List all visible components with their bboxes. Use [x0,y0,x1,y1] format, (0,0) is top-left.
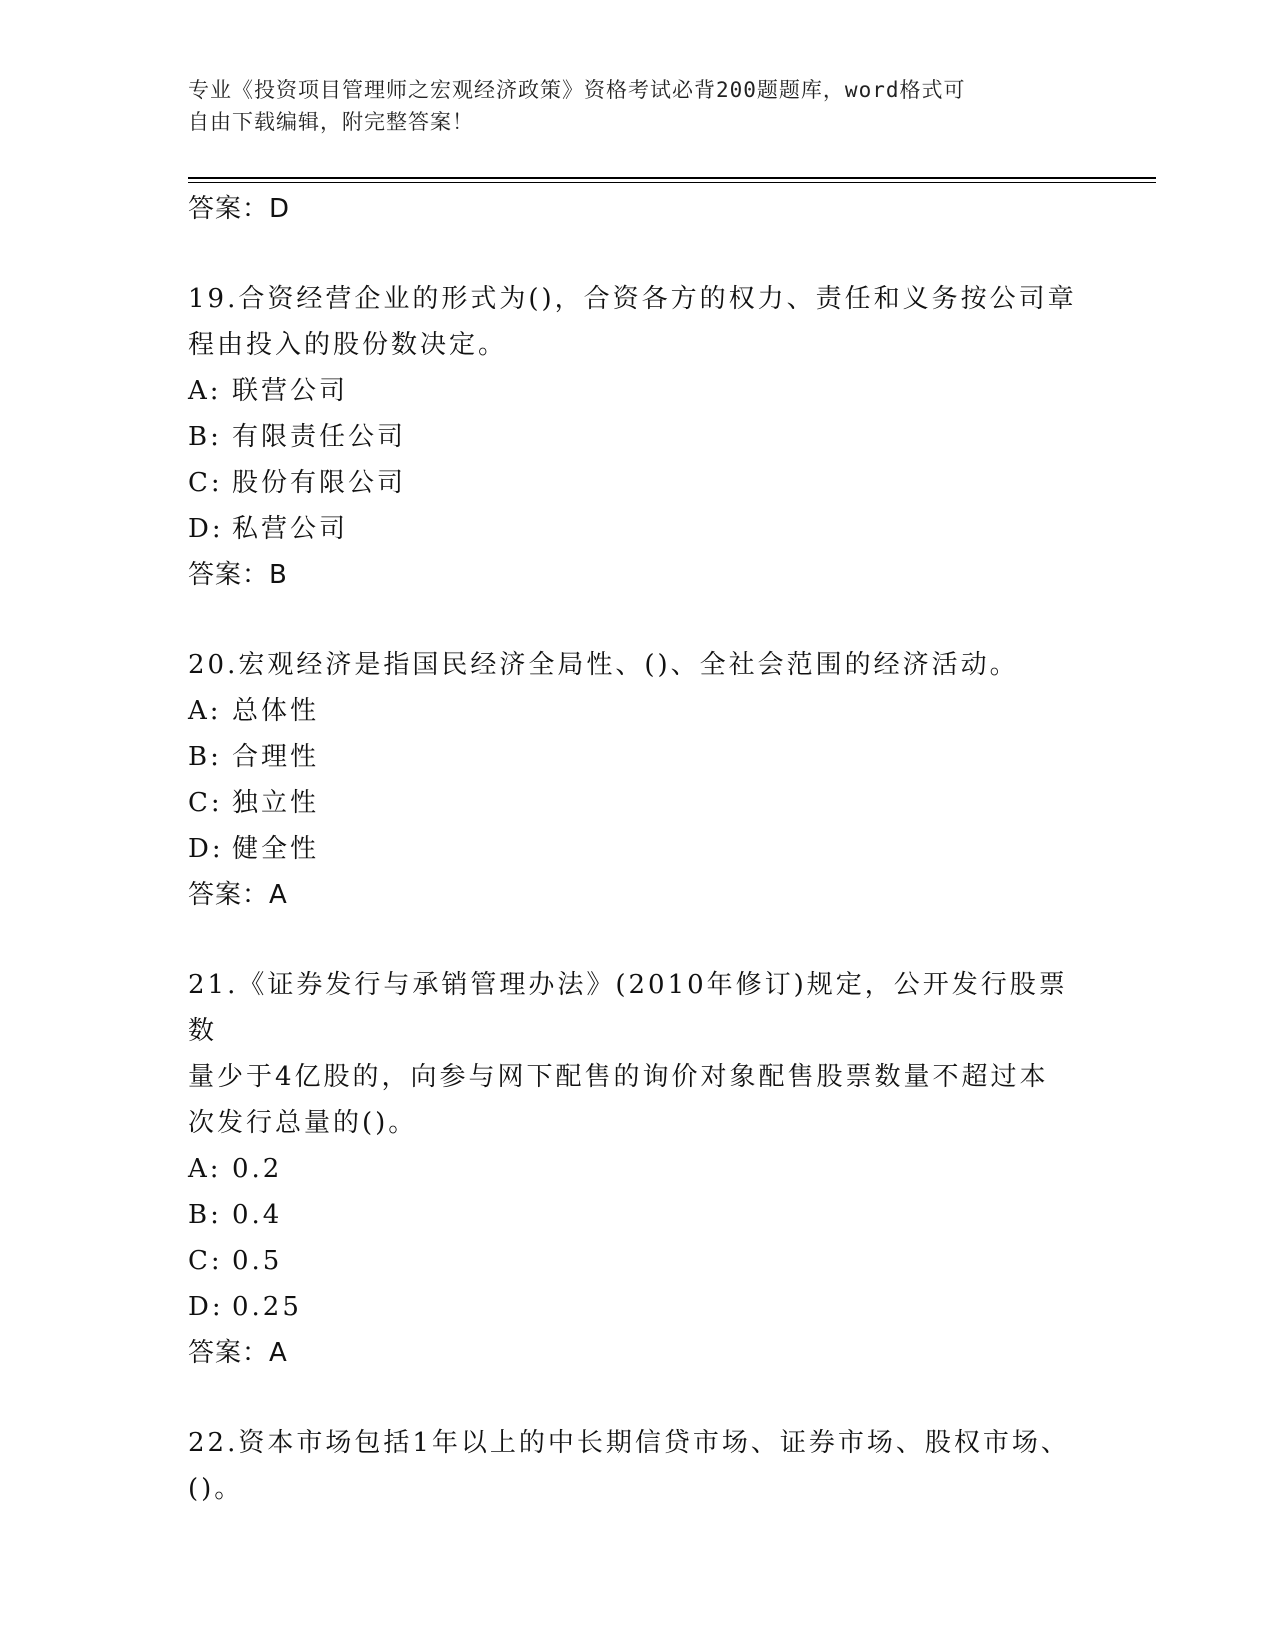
option-text: 0.25 [232,1292,302,1322]
question-stem-line: 19.合资经营企业的形式为()，合资各方的权力、责任和义务按公司章 [188,284,1077,314]
question-item [188,276,1088,598]
option-label: C: [188,1246,223,1276]
question-stem-line: 20.宏观经济是指国民经济全局性、()、全社会范围的经济活动。 [188,650,1019,680]
question-item [188,962,1088,1376]
option-text: 有限责任公司 [232,422,407,452]
header-rule-thin [188,182,1156,183]
document-header [188,74,1088,138]
question-stem-line: 21.《证券发行与承销管理办法》(2010年修订)规定，公开发行股票数 [188,970,1068,1046]
answer-line: 答案：B [188,560,288,590]
option-d [188,506,1088,552]
option-text: 独立性 [232,788,320,818]
option-d [188,1284,1088,1330]
option-c [188,460,1088,506]
question-stem [188,276,1088,368]
question-stem-line: 量少于4亿股的，向参与网下配售的询价对象配售股票数量不超过本 [188,1062,1049,1092]
option-text: 健全性 [232,834,320,864]
question-stem-line: 程由投入的股份数决定。 [188,330,508,360]
option-label: A: [188,1154,222,1184]
answer-line: 答案：D [188,194,291,224]
answer-line: 答案：A [188,1338,288,1368]
header-line-1: 专业《投资项目管理师之宏观经济政策》资格考试必背200题题库，word格式可 [188,78,966,102]
question-stem [188,962,1088,1146]
question-stem [188,642,1088,688]
question-item [188,642,1088,918]
option-label: B: [188,1200,222,1230]
option-label: C: [188,468,223,498]
option-label: A: [188,376,222,406]
option-label: D: [188,514,224,544]
question-stem-line: ()。 [188,1474,244,1504]
option-label: B: [188,422,222,452]
header-line-2: 自由下载编辑，附完整答案！ [188,110,474,134]
option-a [188,688,1088,734]
option-c [188,780,1088,826]
question-list [188,186,1088,1512]
option-text: 0.4 [232,1200,283,1230]
option-b [188,1192,1088,1238]
option-b [188,734,1088,780]
question-stem-line: 次发行总量的()。 [188,1108,418,1138]
option-text: 私营公司 [232,514,349,544]
option-a [188,368,1088,414]
question-stem [188,1420,1088,1512]
option-text: 总体性 [232,696,320,726]
option-c [188,1238,1088,1284]
option-label: D: [188,1292,224,1322]
option-label: D: [188,834,224,864]
header-rule-thick [188,177,1156,179]
option-label: B: [188,742,222,772]
option-text: 0.5 [232,1246,283,1276]
answer-line: 答案：A [188,880,288,910]
option-a [188,1146,1088,1192]
option-text: 0.2 [232,1154,283,1184]
option-b [188,414,1088,460]
option-label: A: [188,696,222,726]
question-stem-line: 22.资本市场包括1年以上的中长期信贷市场、证券市场、股权市场、 [188,1428,1070,1458]
option-text: 联营公司 [232,376,349,406]
option-text: 合理性 [232,742,320,772]
option-d [188,826,1088,872]
option-label: C: [188,788,223,818]
question-item [188,1420,1088,1512]
option-text: 股份有限公司 [232,468,407,498]
